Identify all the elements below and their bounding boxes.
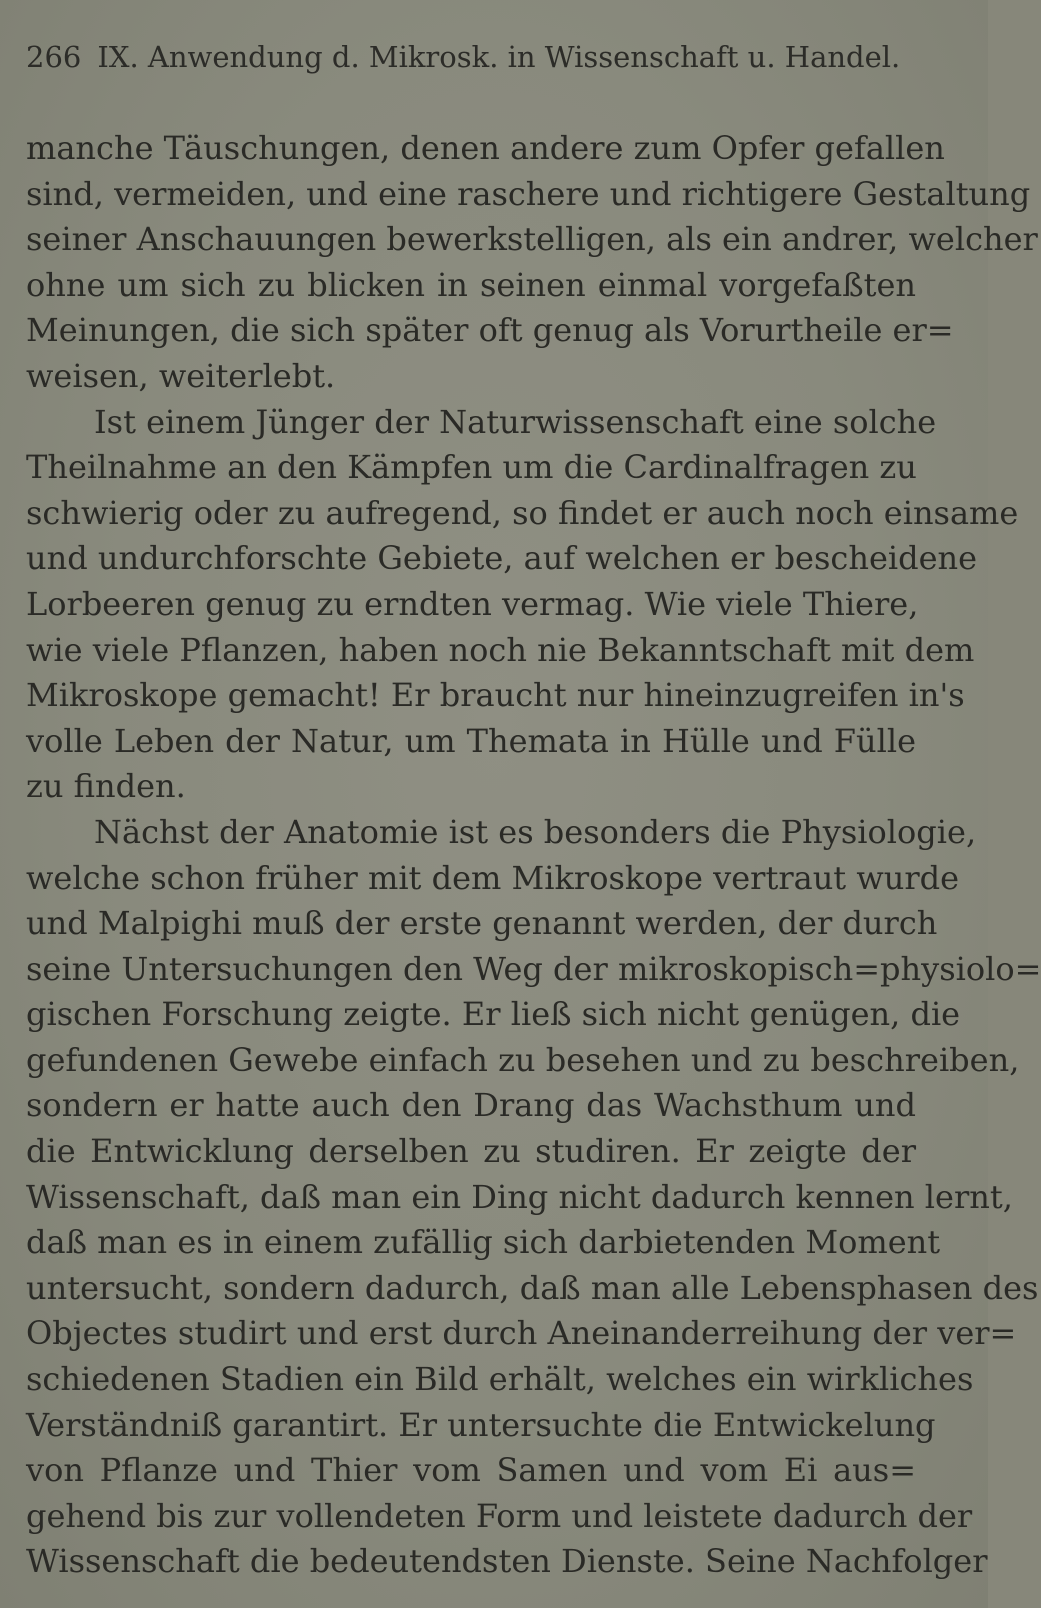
text-line: Objectes studirt und erst durch Aneinanderreihung der ver= <box>26 1314 1017 1353</box>
text-line: von Pflanze und Thier vom Samen und vom Ei aus= <box>26 1451 916 1490</box>
text-line: Wissenschaft, daß man ein Ding nicht dadurch kennen lernt, <box>26 1177 1013 1216</box>
text-line: weisen, weiterlebt. <box>26 356 336 395</box>
text-line: untersucht, sondern dadurch, daß man alle Lebensphasen des <box>26 1268 1039 1307</box>
paragraph-first-line: Ist einem Jünger der Naturwissenschaft eine solche <box>94 402 937 441</box>
text-line: daß man es in einem zufällig sich darbietenden Moment <box>26 1223 941 1262</box>
text-line: schiedenen Stadien ein Bild erhält, welches ein wirkliches <box>26 1360 974 1399</box>
text-line: gischen Forschung zeigte. Er ließ sich nicht genügen, die <box>26 995 961 1034</box>
text-line: und undurchforschte Gebiete, auf welchen er bescheidene <box>26 539 978 578</box>
running-title: IX. Anwendung d. Mikrosk. in Wissenschaft u. Handel. <box>97 40 901 74</box>
text-line: zu finden. <box>26 767 186 806</box>
text-line: wie viele Pflanzen, haben noch nie Bekanntschaft mit dem <box>26 630 975 669</box>
text-line: und Malpighi muß der erste genannt werden, der durch <box>26 904 938 943</box>
text-line: schwierig oder zu aufregend, so findet er auch noch einsame <box>26 493 1019 532</box>
text-line: die Entwicklung derselben zu studiren. Er zeigte der <box>26 1132 916 1171</box>
body-text <box>26 126 1041 1585</box>
text-line: sind, vermeiden, und eine raschere und richtigere Gestaltung <box>26 174 1031 213</box>
text-line: sondern er hatte auch den Drang das Wachsthum und <box>26 1086 916 1125</box>
text-line: seine Untersuchungen den Weg der mikroskopisch=physiolo= <box>26 949 1041 988</box>
page-header <box>26 40 956 84</box>
paragraph-first-line: Nächst der Anatomie ist es besonders die Physiologie, <box>94 812 977 851</box>
text-line: ohne um sich zu blicken in seinen einmal vorgefaßten <box>26 265 916 304</box>
text-line: gefundenen Gewebe einfach zu besehen und zu beschreiben, <box>26 1040 1020 1079</box>
text-line: Mikroskope gemacht! Er braucht nur hineinzugreifen in's <box>26 676 965 715</box>
page-number: 266 <box>26 40 82 74</box>
text-line: seiner Anschauungen bewerkstelligen, als ein andrer, welcher <box>26 220 1038 259</box>
text-line: Theilnahme an den Kämpfen um die Cardinalfragen zu <box>26 448 917 487</box>
text-line: Meinungen, die sich später oft genug als Vorurtheile er= <box>26 311 954 350</box>
text-line: Wissenschaft die bedeutendsten Dienste. Seine Nachfolger <box>26 1542 988 1581</box>
text-line: volle Leben der Natur, um Themata in Hülle und Fülle <box>26 721 916 760</box>
text-line: welche schon früher mit dem Mikroskope vertraut wurde <box>26 858 960 897</box>
text-line: Lorbeeren genug zu erndten vermag. Wie viele Thiere, <box>26 584 919 623</box>
text-line: Verständniß garantirt. Er untersuchte die Entwickelung <box>26 1405 936 1444</box>
text-line: manche Täuschungen, denen andere zum Opfer gefallen <box>26 129 945 167</box>
text-line: gehend bis zur vollendeten Form und leistete dadurch der <box>26 1496 973 1535</box>
